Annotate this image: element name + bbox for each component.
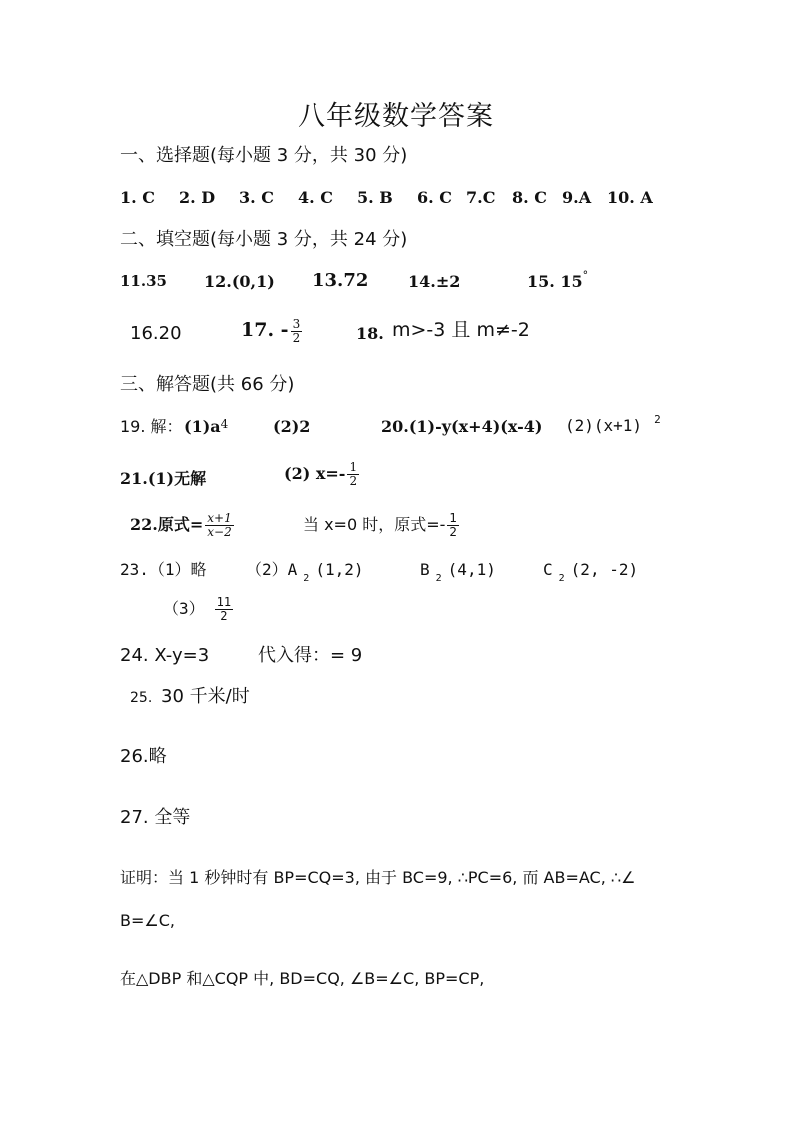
fill-answer-13: 13.72 — [312, 270, 369, 291]
subscript: 2 — [558, 573, 565, 584]
page-title: 八年级数学答案 — [298, 101, 494, 132]
choice-answer-1: 1. C — [120, 188, 156, 207]
choice-answer-9: 9.A — [562, 188, 592, 207]
choice-answer-2: 2. D — [179, 188, 216, 207]
choice-answer-4: 4. C — [298, 188, 334, 207]
proof-line-3: 在△DBP 和△CQP 中, BD=CQ, ∠B=∠C, BP=CP, — [120, 969, 485, 988]
degree-symbol: ° — [582, 269, 589, 282]
q19-part1-base: (1)a — [184, 417, 221, 436]
fill-answer-11: 11.35 — [120, 272, 167, 290]
q23-part1: 23.（1）略 — [120, 560, 207, 579]
q19-label: 19. 解： — [120, 417, 183, 436]
fill-answer-17 — [241, 318, 304, 344]
q24-substitution: 代入得：= 9 — [258, 645, 363, 666]
choice-answer-8: 8. C — [512, 188, 548, 207]
frac-num: 1 — [349, 460, 358, 474]
q20-part2-base: (2)(x+1) — [565, 416, 643, 435]
q20-part1: 20.(1)-y(x+4)(x-4) — [381, 417, 543, 436]
fill-answer-15 — [527, 269, 589, 291]
q23-a-label: （2）A — [246, 560, 298, 579]
q21-part1: 21.(1)无解 — [120, 469, 207, 488]
q19-part1 — [184, 419, 228, 435]
choice-answer-6: 6. C — [417, 188, 453, 207]
fill-answer-16: 16.20 — [130, 323, 182, 344]
fraction-x-plus-1-over-x-minus-2 — [205, 512, 233, 538]
frac-num: 3 — [292, 317, 301, 331]
q25-answer: 30 千米/时 — [161, 686, 250, 707]
q23-a-value: (1,2) — [315, 560, 364, 579]
q26-answer: 26.略 — [120, 746, 167, 767]
frac-num: 1 — [449, 511, 458, 525]
choice-answer-10: 10. A — [607, 188, 653, 207]
frac-den: 2 — [292, 330, 301, 345]
fill-answer-15-value: 15. 15 — [527, 272, 583, 291]
fill-answer-12: 12.(0,1) — [204, 272, 275, 291]
q20-part2 — [565, 413, 661, 435]
frac-den: 2 — [220, 608, 228, 623]
q23-c-label: C — [543, 560, 553, 579]
fraction-three-halves — [291, 318, 303, 344]
section-heading-solve: 三、解答题(共 66 分) — [120, 374, 295, 395]
proof-line-2: B=∠C, — [120, 911, 175, 930]
frac-den: 2 — [449, 524, 458, 539]
fill-answer-17-label: 17. - — [241, 319, 289, 342]
section-heading-choice: 一、选择题(每小题 3 分，共 30 分) — [120, 145, 408, 166]
subscript: 2 — [303, 573, 310, 584]
q23-b-label: B — [420, 560, 430, 579]
frac-den: 2 — [349, 473, 358, 488]
q23-part3-label: （3） — [163, 599, 205, 619]
q22-result-text: 当 x=0 时，原式=- — [303, 515, 446, 535]
q19-part2: (2)2 — [273, 417, 311, 436]
q21-part2 — [284, 461, 361, 487]
q23-point-b — [420, 560, 496, 584]
frac-num: x+1 — [207, 511, 232, 525]
q23-point-c — [543, 560, 639, 584]
fill-answer-18-label: 18. — [356, 324, 384, 343]
q27-answer: 27. 全等 — [120, 807, 191, 828]
fill-answer-18: m>-3 且 m≠-2 — [392, 319, 530, 341]
frac-num: 11 — [216, 595, 232, 609]
q23-c-value: (2, -2) — [570, 560, 639, 579]
choice-answer-5: 5. B — [357, 188, 393, 207]
frac-den: x−2 — [207, 524, 232, 539]
q25-number: 25. — [130, 690, 153, 706]
q23-b-value: (4,1) — [447, 560, 496, 579]
q24-equation: 24. X-y=3 — [120, 645, 210, 666]
q22-result — [303, 512, 461, 538]
q23-part3 — [163, 596, 235, 622]
choice-answer-3: 3. C — [239, 188, 275, 207]
proof-line-1: 证明：当 1 秒钟时有 BP=CQ=3, 由于 BC=9, ∴PC=6, 而 AB=AC, ∴∠ — [120, 868, 636, 887]
fraction-one-half — [447, 512, 459, 538]
section-heading-fill: 二、填空题(每小题 3 分，共 24 分) — [120, 229, 408, 250]
q22-expression — [130, 512, 236, 538]
subscript: 2 — [435, 573, 442, 584]
q21-part2-label: (2) x=- — [284, 464, 346, 484]
q19-exponent: 4 — [220, 417, 229, 431]
q22-label: 22.原式= — [130, 515, 204, 535]
q20-exponent: 2 — [654, 413, 661, 426]
fraction-eleven-halves — [215, 596, 233, 622]
fraction-one-half — [347, 461, 359, 487]
q23-point-a — [246, 560, 364, 584]
choice-answer-7: 7.C — [466, 188, 496, 207]
fill-answer-14: 14.±2 — [408, 272, 461, 291]
